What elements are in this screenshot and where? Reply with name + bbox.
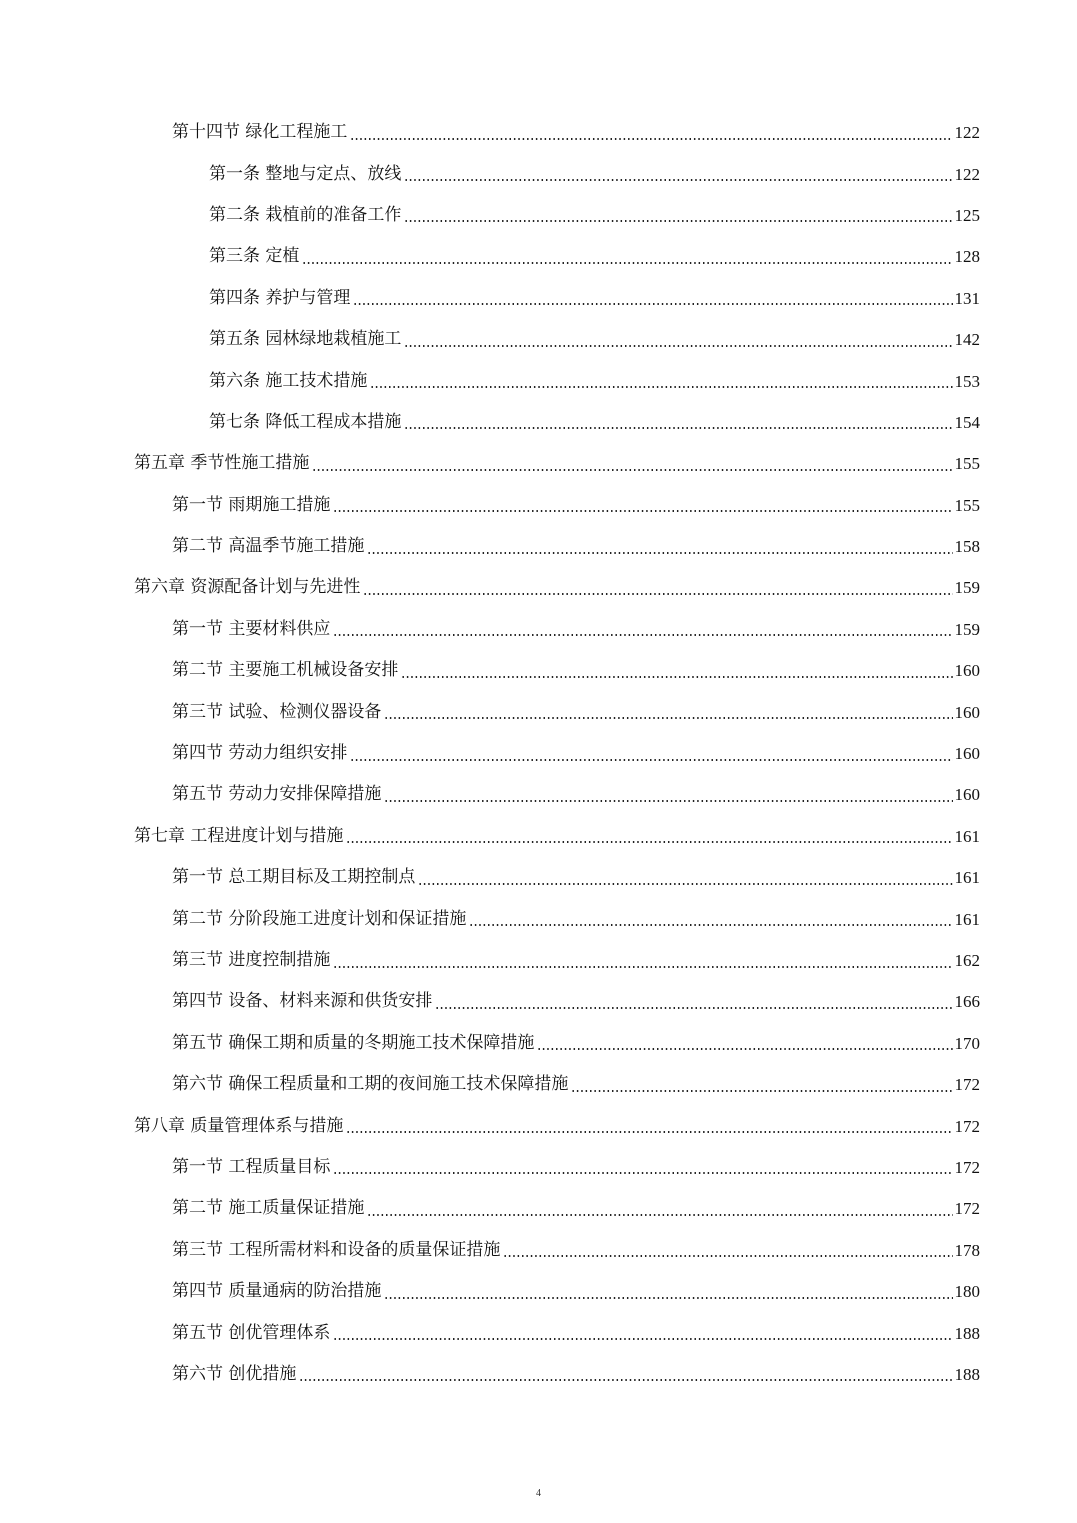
toc-entry[interactable] [0, 567, 1077, 608]
page-number: 4 [536, 1488, 541, 1499]
toc-entry[interactable] [0, 733, 1077, 774]
toc-entry[interactable] [0, 981, 1077, 1022]
dot-leader [404, 427, 952, 429]
toc-entry[interactable] [0, 402, 1077, 443]
toc-entry-page: 160 [954, 744, 980, 764]
toc-entry-page: 162 [954, 951, 980, 970]
dot-leader [370, 386, 952, 388]
dot-leader [363, 593, 952, 595]
toc-entry[interactable] [0, 153, 1077, 194]
toc-entry[interactable] [0, 1271, 1077, 1312]
dot-leader [503, 1255, 952, 1257]
toc-entry[interactable] [0, 195, 1077, 236]
toc-entry[interactable] [0, 816, 1077, 857]
toc-entry-page: 166 [954, 992, 980, 1012]
dot-leader [346, 1131, 952, 1133]
toc-entry-page: 155 [954, 454, 980, 474]
dot-leader [384, 1297, 952, 1299]
toc-entry[interactable] [0, 1147, 1077, 1188]
toc-entry-title: 第三节 工程所需材料和设备的质量保证措施 [172, 1239, 501, 1260]
toc-entry-title: 第二节 高温季节施工措施 [172, 536, 365, 557]
dot-leader [435, 1007, 952, 1009]
toc-entry-title: 第六条 施工技术措施 [209, 370, 368, 391]
toc-entry-page: 122 [954, 164, 980, 184]
toc-entry-page: 153 [954, 371, 980, 391]
toc-entry-title: 第五节 劳动力安排保障措施 [172, 784, 382, 805]
toc-entry-page: 172 [954, 1199, 980, 1219]
toc-entry[interactable] [0, 1230, 1077, 1271]
toc-entry[interactable] [0, 526, 1077, 567]
toc-entry-page: 161 [954, 868, 980, 888]
toc-entry-page: 188 [954, 1364, 980, 1384]
dot-leader [353, 303, 952, 305]
toc-entry-title: 第四节 设备、材料来源和供货安排 [172, 991, 433, 1012]
toc-entry-title: 第四条 养护与管理 [209, 287, 351, 308]
toc-entry-page: 131 [954, 288, 980, 308]
toc-entry-page: 125 [954, 205, 980, 225]
toc-entry-title: 第五节 创优管理体系 [172, 1322, 331, 1343]
toc-entry-page: 180 [954, 1282, 980, 1302]
toc-entry[interactable] [0, 609, 1077, 650]
toc-entry[interactable] [0, 774, 1077, 815]
dot-leader [312, 469, 952, 471]
dot-leader [367, 1214, 952, 1216]
toc-entry-title: 第三节 试验、检测仪器设备 [172, 701, 382, 722]
toc-entry-page: 160 [954, 785, 980, 805]
dot-leader [333, 966, 952, 968]
dot-leader [299, 1379, 952, 1381]
toc-entry[interactable] [0, 1105, 1077, 1146]
toc-entry[interactable] [0, 691, 1077, 732]
toc-entry-title: 第三节 进度控制措施 [172, 950, 331, 970]
toc-entry[interactable] [0, 1064, 1077, 1105]
dot-leader [333, 510, 952, 512]
dot-leader [418, 883, 952, 885]
dot-leader [404, 179, 952, 181]
toc-entry-title: 第一节 总工期目标及工期控制点 [172, 867, 416, 888]
toc-entry-title: 第四节 质量通病的防治措施 [172, 1281, 382, 1302]
toc-entry-page: 170 [954, 1033, 980, 1053]
toc-entry-title: 第七条 降低工程成本措施 [209, 411, 402, 432]
toc-entry-page: 161 [954, 826, 980, 846]
toc-entry[interactable] [0, 1312, 1077, 1353]
toc-entry-page: 172 [954, 1116, 980, 1136]
dot-leader [571, 1090, 952, 1092]
toc-entry-title: 第五条 园林绿地栽植施工 [209, 329, 402, 350]
toc-entry-page: 160 [954, 702, 980, 722]
dot-leader [302, 262, 952, 264]
toc-entry-title: 第二条 栽植前的准备工作 [209, 204, 402, 225]
dot-leader [333, 1172, 952, 1174]
dot-leader [350, 138, 952, 140]
toc-entry-page: 172 [954, 1157, 980, 1177]
toc-entry-page: 155 [954, 495, 980, 515]
toc-entry[interactable] [0, 650, 1077, 691]
toc-entry-page: 172 [954, 1075, 980, 1095]
toc-entry-page: 154 [954, 412, 980, 432]
toc-entry-page: 178 [954, 1240, 980, 1260]
dot-leader [404, 345, 952, 347]
toc-entry-title: 第四节 劳动力组织安排 [172, 743, 348, 764]
dot-leader [333, 1338, 952, 1340]
dot-leader [346, 841, 952, 843]
toc-entry-title: 第六节 创优措施 [172, 1363, 297, 1384]
toc-entry-title: 第一节 主要材料供应 [172, 618, 331, 639]
toc-entry[interactable] [0, 236, 1077, 277]
toc-entry-page: 159 [954, 619, 980, 639]
toc-entry[interactable] [0, 360, 1077, 401]
toc-entry[interactable] [0, 1354, 1077, 1395]
toc-entry-title: 第二节 主要施工机械设备安排 [172, 660, 399, 681]
toc-entry[interactable] [0, 319, 1077, 360]
toc-entry-title: 第一节 工程质量目标 [172, 1156, 331, 1177]
toc-entry[interactable] [0, 278, 1077, 319]
toc-entry-title: 第五章 季节性施工措施 [134, 453, 310, 474]
dot-leader [404, 220, 952, 222]
toc-entry-title: 第七章 工程进度计划与措施 [134, 825, 344, 846]
toc-entry-title: 第十四节 绿化工程施工 [172, 122, 348, 143]
toc-entry-title: 第二节 分阶段施工进度计划和保证措施 [172, 908, 467, 929]
dot-leader [384, 800, 952, 802]
toc-entry-page: 159 [954, 578, 980, 598]
toc-entry-title: 第一条 整地与定点、放线 [209, 163, 402, 184]
toc-entry[interactable] [0, 1188, 1077, 1229]
toc-entry[interactable] [0, 898, 1077, 939]
toc-entry-page: 188 [954, 1323, 980, 1343]
toc-entry-title: 第六章 资源配备计划与先进性 [134, 577, 361, 598]
toc-entry-title: 第六节 确保工程质量和工期的夜间施工技术保障措施 [172, 1074, 569, 1095]
toc-entry[interactable] [0, 112, 1077, 153]
toc-entry-title: 第八章 质量管理体系与措施 [134, 1115, 344, 1136]
toc-entry-title: 第二节 施工质量保证措施 [172, 1198, 365, 1219]
toc-entry-page: 128 [954, 247, 980, 267]
dot-leader [401, 676, 952, 678]
dot-leader [350, 759, 952, 761]
toc-entry[interactable] [0, 485, 1077, 526]
dot-leader [333, 634, 952, 636]
dot-leader [469, 924, 952, 926]
dot-leader [367, 552, 952, 554]
toc-entry-page: 158 [954, 537, 980, 557]
table-of-contents [0, 112, 1077, 1395]
dot-leader [384, 717, 952, 719]
toc-entry[interactable] [0, 1023, 1077, 1064]
toc-entry-page: 122 [954, 123, 980, 143]
toc-entry[interactable] [0, 940, 1077, 981]
toc-entry[interactable] [0, 443, 1077, 484]
dot-leader [537, 1048, 952, 1050]
toc-entry-title: 第一节 雨期施工措施 [172, 494, 331, 515]
toc-entry[interactable] [0, 857, 1077, 898]
toc-entry-title: 第五节 确保工期和质量的冬期施工技术保障措施 [172, 1032, 535, 1053]
toc-entry-page: 142 [954, 330, 980, 350]
toc-entry-page: 160 [954, 661, 980, 681]
toc-entry-page: 161 [954, 909, 980, 929]
toc-entry-title: 第三条 定植 [209, 246, 300, 267]
